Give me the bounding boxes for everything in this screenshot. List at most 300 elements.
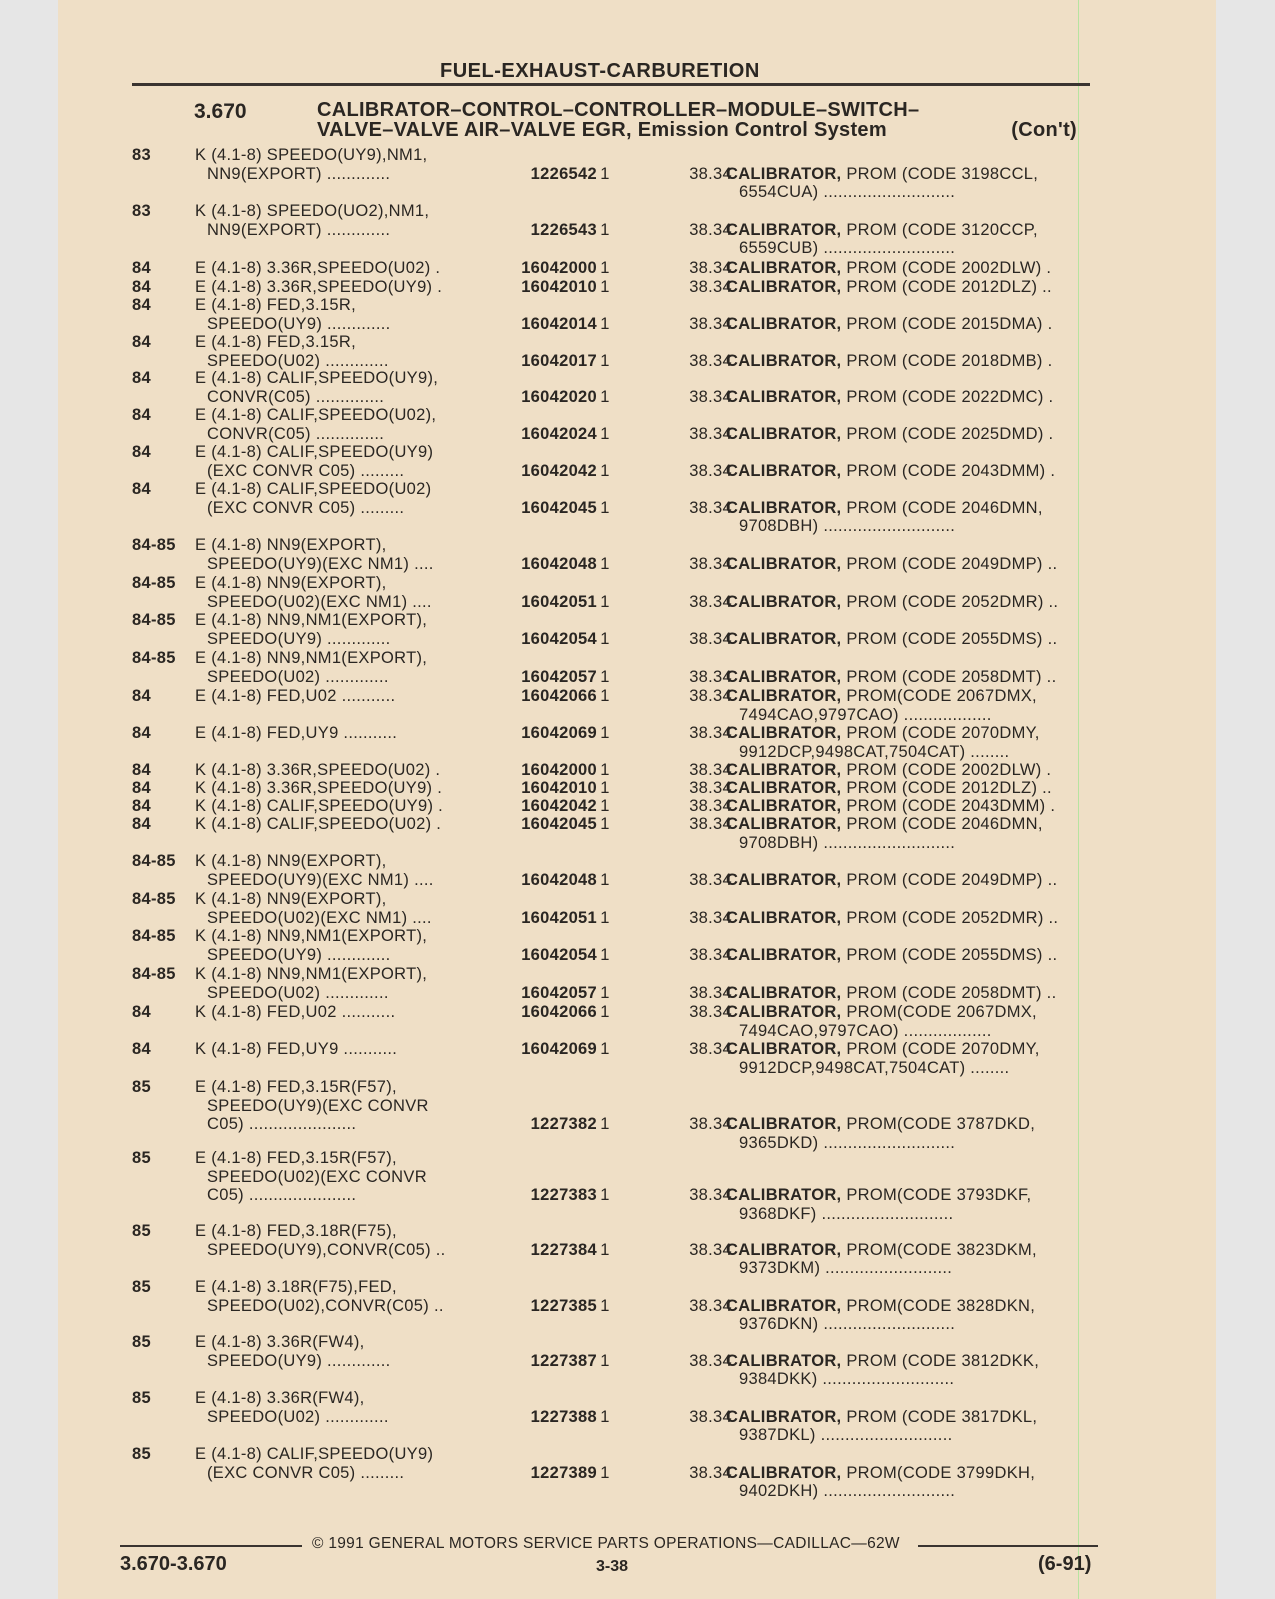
model-year: 84-85	[132, 611, 176, 629]
top-rule	[132, 83, 1090, 86]
part-name	[726, 797, 1086, 816]
part-number: 16042017	[521, 351, 597, 370]
part-name	[726, 1352, 1086, 1389]
part-name-bold: CALIBRATOR,	[726, 1351, 842, 1370]
model-year: 85	[132, 1149, 151, 1167]
part-name-bold: CALIBRATOR,	[726, 1463, 842, 1482]
part-number: 16042010	[521, 779, 597, 797]
description-line-1: E (4.1-8) 3.36R,SPEEDO(U02) .	[195, 259, 441, 277]
price: 38.34	[689, 387, 732, 406]
part-name-bold: CALIBRATOR,	[726, 592, 842, 611]
table-row	[132, 1278, 1092, 1333]
part-name-line-1: PROM (CODE 2043DMM) .	[846, 461, 1056, 480]
model-year: 84	[132, 369, 151, 387]
price: 38.34	[689, 629, 732, 648]
part-name-bold: CALIBRATOR,	[726, 761, 842, 779]
part-name	[726, 259, 1086, 278]
table-row	[132, 890, 1092, 930]
model-year: 84	[132, 797, 151, 815]
part-name-line-1: PROM (CODE 2055DMS) ..	[846, 629, 1058, 648]
part-name	[726, 315, 1086, 334]
description-line-1: E (4.1-8) 3.18R(F75),FED,	[195, 1278, 397, 1296]
quantity: 1	[600, 629, 610, 648]
part-name-line-1: PROM (CODE 2025DMD) .	[846, 424, 1054, 443]
price: 38.34	[689, 687, 732, 705]
price: 38.34	[689, 797, 732, 815]
description-line-1: E (4.1-8) CALIF,SPEEDO(UY9)	[195, 1445, 434, 1463]
model-year: 83	[132, 202, 151, 220]
price: 38.34	[689, 1115, 732, 1133]
part-number: 16042066	[521, 1003, 597, 1021]
quantity: 1	[600, 761, 610, 779]
price: 38.34	[689, 1463, 732, 1482]
part-name	[726, 221, 1086, 258]
part-name-bold: CALIBRATOR,	[726, 278, 842, 296]
model-year: 85	[132, 1389, 151, 1407]
part-name-line-1: PROM (CODE 2049DMP) ..	[846, 554, 1058, 573]
part-number: 16042057	[521, 667, 597, 686]
description-line-3: C05) ......................	[207, 1115, 357, 1133]
part-name	[726, 462, 1086, 481]
part-number: 1227383	[530, 1186, 597, 1204]
table-row	[132, 536, 1092, 576]
description-line-2: SPEEDO(UY9) .............	[207, 1351, 391, 1370]
model-year: 84	[132, 779, 151, 797]
description-line-2: SPEEDO(U02) .............	[207, 1407, 389, 1426]
part-name	[726, 1186, 1086, 1223]
quantity: 1	[600, 1296, 610, 1315]
part-name-bold: CALIBRATOR,	[726, 259, 842, 277]
part-name	[726, 1115, 1086, 1152]
part-number: 16042048	[521, 870, 597, 889]
table-row	[132, 1389, 1092, 1444]
quantity: 1	[600, 945, 610, 964]
part-name-line-1: PROM (CODE 2043DMM) .	[846, 797, 1056, 815]
description-line-2: SPEEDO(UY9) .............	[207, 314, 391, 333]
description-line-1: K (4.1-8) FED,UY9 ...........	[195, 1040, 398, 1058]
price: 38.34	[689, 1407, 732, 1426]
quantity: 1	[600, 351, 610, 370]
price: 38.34	[689, 908, 732, 927]
part-name-line-2: 9365DKD) ...........................	[739, 1133, 956, 1152]
part-number: 1227384	[530, 1240, 597, 1259]
part-name-line-1: PROM (CODE 2052DMR) ..	[846, 592, 1059, 611]
part-number: 1227388	[530, 1407, 597, 1426]
quantity: 1	[600, 724, 610, 742]
description-line-2: SPEEDO(UY9)(EXC NM1) ....	[207, 554, 434, 573]
part-name-line-2: 9708DBH) ...........................	[739, 833, 956, 852]
part-number: 16042054	[521, 945, 597, 964]
part-name-line-2: 7494CAO,9797CAO) ..................	[739, 705, 992, 724]
model-year: 85	[132, 1333, 151, 1351]
part-name-line-1: PROM (CODE 2046DMN,	[846, 815, 1043, 833]
part-name-bold: CALIBRATOR,	[726, 797, 842, 815]
part-name-line-2: 9387DKL) ...........................	[739, 1426, 953, 1444]
model-year: 84	[132, 278, 151, 296]
price: 38.34	[689, 1240, 732, 1259]
part-name-bold: CALIBRATOR,	[726, 1296, 842, 1315]
part-number: 16042069	[521, 1040, 597, 1058]
description-line-1: K (4.1-8) SPEEDO(UO2),NM1,	[195, 202, 430, 220]
part-number: 16042000	[521, 259, 597, 277]
part-name-bold: CALIBRATOR,	[726, 1003, 842, 1021]
part-number: 16042045	[521, 815, 597, 833]
price: 38.34	[689, 945, 732, 964]
part-name-line-1: PROM (CODE 2022DMC) .	[846, 387, 1054, 406]
part-name-line-1: PROM (CODE 2046DMN,	[846, 498, 1043, 517]
quantity: 1	[600, 259, 610, 277]
part-name-bold: CALIBRATOR,	[726, 498, 842, 517]
part-name-line-1: PROM(CODE 3787DKD,	[846, 1115, 1036, 1133]
description-line-2: SPEEDO(U02)(EXC NM1) ....	[207, 908, 432, 927]
price: 38.34	[689, 592, 732, 611]
table-row	[132, 296, 1092, 336]
table-row	[132, 1003, 1092, 1043]
quantity: 1	[600, 220, 610, 239]
description-line-1: K (4.1-8) CALIF,SPEEDO(U02) .	[195, 815, 442, 833]
part-name-bold: CALIBRATOR,	[726, 220, 842, 239]
table-row	[132, 333, 1092, 373]
quantity: 1	[600, 314, 610, 333]
part-name-line-1: PROM (CODE 2012DLZ) ..	[846, 278, 1052, 296]
table-row	[132, 369, 1092, 409]
part-name-line-1: PROM(CODE 2067DMX,	[846, 687, 1037, 705]
quantity: 1	[600, 278, 610, 296]
quantity: 1	[600, 1240, 610, 1259]
part-number: 16042000	[521, 761, 597, 779]
description-line-1: E (4.1-8) FED,3.18R(F75),	[195, 1222, 397, 1240]
part-name	[726, 1040, 1086, 1077]
price: 38.34	[689, 424, 732, 443]
quantity: 1	[600, 908, 610, 927]
part-name-line-2: 9384DKK) ...........................	[739, 1370, 955, 1388]
price: 38.34	[689, 815, 732, 833]
heading-line-1: CALIBRATOR–CONTROL–CONTROLLER–MODULE–SWITCH–	[317, 99, 920, 121]
price: 38.34	[689, 983, 732, 1002]
part-name-bold: CALIBRATOR,	[726, 1040, 842, 1058]
part-name-bold: CALIBRATOR,	[726, 554, 842, 573]
description-line-2: NN9(EXPORT) .............	[207, 220, 391, 239]
description-line-2: SPEEDO(U02) .............	[207, 351, 389, 370]
quantity: 1	[600, 815, 610, 833]
part-name	[726, 630, 1086, 649]
quantity: 1	[600, 1407, 610, 1426]
part-name-bold: CALIBRATOR,	[726, 815, 842, 833]
model-year: 84-85	[132, 574, 176, 592]
part-name	[726, 1464, 1086, 1501]
part-name	[726, 278, 1086, 297]
part-name-line-1: PROM(CODE 3799DKH,	[846, 1463, 1036, 1482]
part-number: 16042042	[521, 461, 597, 480]
description-line-1: K (4.1-8) NN9(EXPORT),	[195, 852, 387, 870]
part-name-line-2: 9402DKH) ...........................	[739, 1482, 956, 1500]
model-year: 84-85	[132, 649, 176, 667]
description-line-2: SPEEDO(U02) .............	[207, 667, 389, 686]
section-title: FUEL-EXHAUST-CARBURETION	[440, 60, 760, 82]
table-row	[132, 687, 1092, 727]
description-line-2: NN9(EXPORT) .............	[207, 164, 391, 183]
table-row	[132, 815, 1092, 855]
description-line-1: E (4.1-8) CALIF,SPEEDO(UY9)	[195, 443, 434, 461]
part-name-line-1: PROM (CODE 3817DKL,	[846, 1407, 1038, 1426]
part-name-bold: CALIBRATOR,	[726, 629, 842, 648]
part-name	[726, 815, 1086, 852]
part-name-line-2: 9912DCP,9498CAT,7504CAT) ........	[739, 742, 1010, 761]
part-name-bold: CALIBRATOR,	[726, 1407, 842, 1426]
part-name-bold: CALIBRATOR,	[726, 724, 842, 742]
table-row	[132, 649, 1092, 689]
part-name-line-1: PROM (CODE 2070DMY,	[846, 1040, 1040, 1058]
part-name	[726, 668, 1086, 687]
model-year: 84	[132, 687, 151, 705]
part-name	[726, 388, 1086, 407]
quantity: 1	[600, 1463, 610, 1482]
table-row	[132, 1078, 1092, 1152]
quantity: 1	[600, 1186, 610, 1204]
part-name-line-2: 9376DKN) ...........................	[739, 1315, 956, 1333]
part-number: 16042048	[521, 554, 597, 573]
quantity: 1	[600, 1003, 610, 1021]
part-number: 16042010	[521, 278, 597, 296]
model-year: 84	[132, 406, 151, 424]
description-line-1: E (4.1-8) FED,U02 ...........	[195, 687, 396, 705]
part-name-line-1: PROM (CODE 2002DLW) .	[846, 259, 1052, 277]
quantity: 1	[600, 424, 610, 443]
part-name	[726, 779, 1086, 798]
quantity: 1	[600, 667, 610, 686]
price: 38.34	[689, 554, 732, 573]
description-line-1: K (4.1-8) NN9(EXPORT),	[195, 890, 387, 908]
description-line-1: K (4.1-8) CALIF,SPEEDO(UY9) .	[195, 797, 444, 815]
part-name	[726, 1003, 1086, 1040]
part-name-bold: CALIBRATOR,	[726, 387, 842, 406]
part-name-bold: CALIBRATOR,	[726, 351, 842, 370]
footer-rule-right	[918, 1545, 1098, 1547]
description-line-1: K (4.1-8) 3.36R,SPEEDO(U02) .	[195, 761, 441, 779]
part-name-line-2: 9912DCP,9498CAT,7504CAT) ........	[739, 1058, 1010, 1077]
description-line-1: E (4.1-8) FED,3.15R(F57),	[195, 1078, 397, 1096]
table-row	[132, 146, 1092, 201]
part-number: 1227382	[530, 1115, 597, 1133]
price: 38.34	[689, 870, 732, 889]
part-number: 16042045	[521, 498, 597, 517]
quantity: 1	[600, 1115, 610, 1133]
model-year: 84	[132, 1003, 151, 1021]
description-line-1: E (4.1-8) CALIF,SPEEDO(U02)	[195, 480, 432, 498]
part-number: 16042057	[521, 983, 597, 1002]
quantity: 1	[600, 983, 610, 1002]
part-name-bold: CALIBRATOR,	[726, 779, 842, 797]
part-name	[726, 1297, 1086, 1334]
price: 38.34	[689, 1003, 732, 1021]
part-name	[726, 871, 1086, 890]
part-number: 1226542	[530, 164, 597, 183]
part-number: 16042066	[521, 687, 597, 705]
part-name-bold: CALIBRATOR,	[726, 164, 842, 183]
description-line-2: CONVR(C05) ..............	[207, 387, 385, 406]
price: 38.34	[689, 351, 732, 370]
table-row	[132, 611, 1092, 651]
description-line-1: E (4.1-8) NN9,NM1(EXPORT),	[195, 611, 428, 629]
description-line-1: E (4.1-8) NN9,NM1(EXPORT),	[195, 649, 428, 667]
table-row	[132, 1445, 1092, 1500]
part-number: 16042054	[521, 629, 597, 648]
quantity: 1	[600, 387, 610, 406]
part-number: 16042014	[521, 314, 597, 333]
price: 38.34	[689, 1040, 732, 1058]
part-name-bold: CALIBRATOR,	[726, 667, 842, 686]
part-name	[726, 984, 1086, 1003]
part-number: 1227387	[530, 1351, 597, 1370]
price: 38.34	[689, 761, 732, 779]
description-line-2: SPEEDO(U02)(EXC CONVR	[207, 1167, 427, 1186]
part-name	[726, 499, 1086, 536]
part-name-line-2: 7494CAO,9797CAO) ..................	[739, 1021, 992, 1040]
footer-section-range: 3.670-3.670	[120, 1553, 227, 1575]
table-row	[132, 724, 1092, 764]
part-name-bold: CALIBRATOR,	[726, 424, 842, 443]
part-name-bold: CALIBRATOR,	[726, 983, 842, 1002]
model-year: 85	[132, 1445, 151, 1463]
price: 38.34	[689, 1351, 732, 1370]
model-year: 84	[132, 724, 151, 742]
description-line-2: (EXC CONVR C05) .........	[207, 1463, 405, 1482]
part-name-bold: CALIBRATOR,	[726, 870, 842, 889]
table-row	[132, 852, 1092, 892]
model-year: 84	[132, 443, 151, 461]
part-name	[726, 909, 1086, 928]
part-name-line-2: 9373DKM) ..........................	[739, 1259, 953, 1277]
model-year: 84-85	[132, 890, 176, 908]
model-year: 84-85	[132, 852, 176, 870]
model-year: 84	[132, 815, 151, 833]
model-year: 84	[132, 333, 151, 351]
description-line-1: K (4.1-8) SPEEDO(UY9),NM1,	[195, 146, 428, 164]
description-line-1: E (4.1-8) FED,3.15R,	[195, 333, 356, 351]
copyright-notice: © 1991 GENERAL MOTORS SERVICE PARTS OPERATIONS—CADILLAC—62W	[312, 1535, 900, 1552]
description-line-1: E (4.1-8) FED,UY9 ...........	[195, 724, 398, 742]
table-row	[132, 480, 1092, 535]
heading-line-2-wrap	[317, 120, 1077, 140]
model-year: 85	[132, 1078, 151, 1096]
quantity: 1	[600, 592, 610, 611]
table-row	[132, 1040, 1092, 1080]
part-name-line-2: 9368DKF) ...........................	[739, 1204, 954, 1223]
description-line-3: C05) ......................	[207, 1186, 357, 1204]
description-line-2: SPEEDO(U02)(EXC NM1) ....	[207, 592, 432, 611]
description-line-1: E (4.1-8) NN9(EXPORT),	[195, 574, 387, 592]
part-name-bold: CALIBRATOR,	[726, 945, 842, 964]
price: 38.34	[689, 259, 732, 277]
table-row	[132, 406, 1092, 446]
part-name	[726, 593, 1086, 612]
part-name-bold: CALIBRATOR,	[726, 687, 842, 705]
description-line-1: E (4.1-8) FED,3.15R,	[195, 296, 356, 314]
description-line-2: (EXC CONVR C05) .........	[207, 461, 405, 480]
price: 38.34	[689, 724, 732, 742]
model-year: 84	[132, 480, 151, 498]
part-name	[726, 165, 1086, 202]
description-line-2: SPEEDO(UY9) .............	[207, 945, 391, 964]
part-name-bold: CALIBRATOR,	[726, 908, 842, 927]
part-name	[726, 761, 1086, 780]
part-number: 1227385	[530, 1296, 597, 1315]
part-name	[726, 352, 1086, 371]
part-name-line-1: PROM(CODE 2067DMX,	[846, 1003, 1037, 1021]
part-name-line-1: PROM (CODE 2002DLW) .	[846, 761, 1052, 779]
footer-date-code: (6-91)	[1038, 1553, 1092, 1575]
part-name-bold: CALIBRATOR,	[726, 461, 842, 480]
price: 38.34	[689, 498, 732, 517]
description-line-2: SPEEDO(UY9) .............	[207, 629, 391, 648]
table-row	[132, 1222, 1092, 1277]
quantity: 1	[600, 779, 610, 797]
part-name-line-1: PROM (CODE 3198CCL,	[846, 164, 1039, 183]
part-name	[726, 1241, 1086, 1278]
part-name-bold: CALIBRATOR,	[726, 1115, 842, 1133]
part-name-bold: CALIBRATOR,	[726, 1240, 842, 1259]
part-number: 1226543	[530, 220, 597, 239]
table-row	[132, 574, 1092, 614]
description-line-1: E (4.1-8) 3.36R(FW4),	[195, 1333, 365, 1351]
description-line-1: E (4.1-8) NN9(EXPORT),	[195, 536, 387, 554]
quantity: 1	[600, 797, 610, 815]
part-number: 16042042	[521, 797, 597, 815]
part-name-line-1: PROM (CODE 2070DMY,	[846, 724, 1040, 742]
table-row	[132, 965, 1092, 1005]
part-number: 1227389	[530, 1463, 597, 1482]
price: 38.34	[689, 220, 732, 239]
model-year: 84	[132, 259, 151, 277]
model-year: 84-85	[132, 927, 176, 945]
part-number: 16042051	[521, 908, 597, 927]
part-name-line-1: PROM (CODE 2058DMT) ..	[846, 667, 1057, 686]
description-line-1: E (4.1-8) CALIF,SPEEDO(U02),	[195, 406, 437, 424]
part-number: 16042020	[521, 387, 597, 406]
part-name-line-2: 6554CUA) ...........................	[739, 183, 956, 201]
model-year: 85	[132, 1222, 151, 1240]
section-number: 3.670	[194, 100, 247, 123]
quantity: 1	[600, 461, 610, 480]
model-year: 84	[132, 296, 151, 314]
table-row	[132, 443, 1092, 483]
part-name	[726, 687, 1086, 724]
part-name	[726, 1408, 1086, 1445]
part-name-line-1: PROM (CODE 3812DKK,	[846, 1351, 1040, 1370]
description-line-1: E (4.1-8) FED,3.15R(F57),	[195, 1149, 397, 1167]
part-name-bold: CALIBRATOR,	[726, 1186, 842, 1204]
table-row	[132, 202, 1092, 257]
part-name-line-2: 6559CUB) ...........................	[739, 239, 956, 257]
description-line-1: K (4.1-8) FED,U02 ...........	[195, 1003, 396, 1021]
description-line-1: E (4.1-8) CALIF,SPEEDO(UY9),	[195, 369, 439, 387]
description-line-2: (EXC CONVR C05) .........	[207, 498, 405, 517]
quantity: 1	[600, 554, 610, 573]
part-number: 16042069	[521, 724, 597, 742]
part-number: 16042051	[521, 592, 597, 611]
model-year: 84	[132, 761, 151, 779]
heading-line-2: VALVE–VALVE AIR–VALVE EGR, Emission Control System	[317, 119, 887, 141]
quantity: 1	[600, 498, 610, 517]
quantity: 1	[600, 687, 610, 705]
part-name-line-1: PROM (CODE 2058DMT) ..	[846, 983, 1057, 1002]
price: 38.34	[689, 314, 732, 333]
price: 38.34	[689, 164, 732, 183]
model-year: 83	[132, 146, 151, 164]
model-year: 84	[132, 1040, 151, 1058]
part-name-line-1: PROM(CODE 3793DKF,	[846, 1186, 1032, 1204]
part-name-bold: CALIBRATOR,	[726, 314, 842, 333]
